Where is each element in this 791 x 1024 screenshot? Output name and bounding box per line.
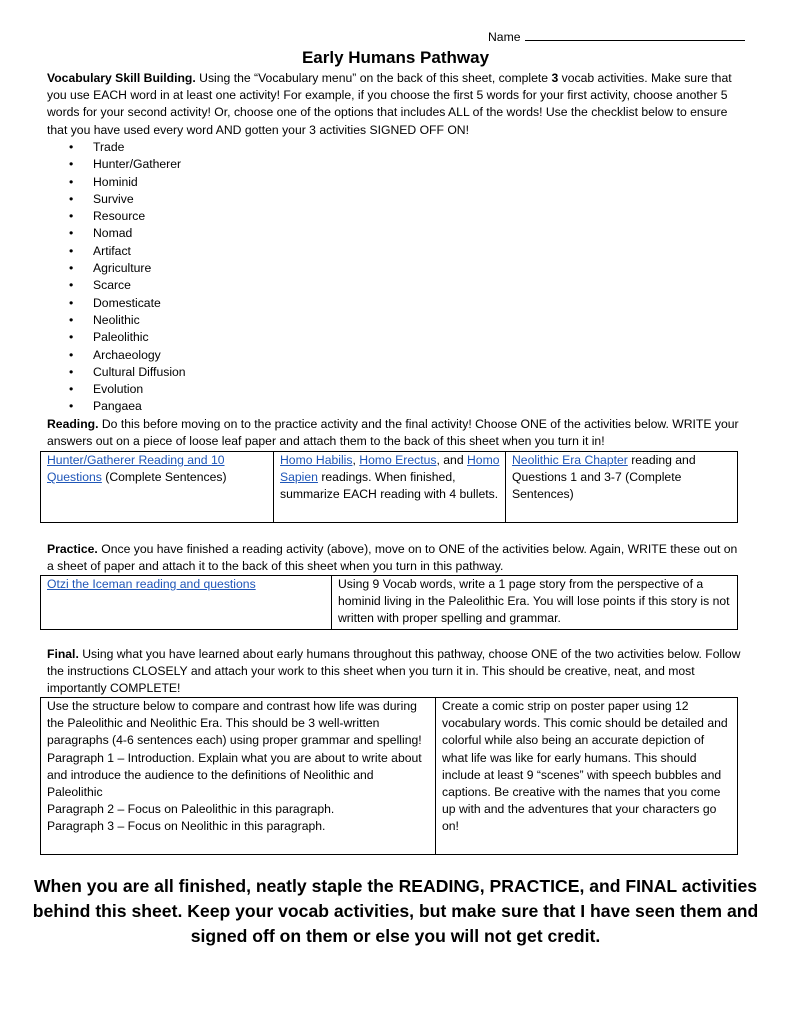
vocabulary-instructions [47, 70, 747, 139]
final-option-1-paragraph-2: Paragraph 2 – Focus on Paleolithic in this paragraph. [47, 802, 335, 817]
reading-options-table [40, 451, 738, 523]
reading-option-3-text: reading and Questions 1 and 3-7 (Complete Sentences) [512, 453, 696, 502]
otzi-iceman-link[interactable]: Otzi the Iceman reading and questions [47, 577, 256, 591]
vocab-item: • Pangaea [66, 398, 186, 415]
reading-option-2-text: readings. When finished, summarize EACH reading with 4 bullets. [280, 470, 499, 502]
practice-heading: Practice. [47, 542, 98, 556]
neolithic-era-chapter-link[interactable]: Neolithic Era Chapter [512, 453, 628, 467]
practice-options-table [40, 575, 738, 630]
vocab-item: • Nomad [66, 225, 186, 242]
practice-text: Once you have finished a reading activity (above), move on to ONE of the activities below. Again, WRITE these out on a sheet of paper and attach it to the back of this sheet when you turn in this pathway. [47, 542, 738, 574]
final-instructions [47, 646, 747, 698]
hunter-gatherer-reading-link[interactable]: Hunter/Gatherer Reading and 10 Questions [47, 453, 225, 485]
closing-instructions: When you are all finished, neatly staple the READING, PRACTICE, and FINAL activities behind this sheet. Keep your vocab activities, but make sure that I have seen them and signed off on them or else you will not get credit. [32, 876, 759, 946]
name-field[interactable] [488, 28, 745, 46]
vocab-item: • Resource [66, 208, 186, 225]
vocab-item: • Paleolithic [66, 329, 186, 346]
reading-option-1 [41, 452, 274, 523]
final-option-2: Create a comic strip on poster paper using 12 vocabulary words. This comic should be detailed and colorful while also being an accurate depiction of what life was like for early humans. This should include at least 9 “scenes” with speech bubbles and captions. Be creative with the names that you come up with and the adventures that your characters go on! [436, 698, 738, 855]
final-options-table [40, 697, 738, 855]
vocab-item: • Survive [66, 191, 186, 208]
table-row [41, 452, 738, 523]
vocabulary-checklist [66, 139, 186, 416]
reading-option-2 [274, 452, 506, 523]
homo-habilis-link[interactable]: Homo Habilis [280, 453, 353, 467]
vocabulary-count: 3 [551, 71, 559, 85]
final-option-1-paragraph-1: Paragraph 1 – Introduction. Explain what you are about to write about and introduce the audience to the definitions of Neolithic and Paleolithic [47, 750, 422, 800]
practice-option-1 [41, 576, 332, 630]
reading-option-3 [506, 452, 738, 523]
page-title: Early Humans Pathway [301, 48, 490, 67]
separator-text: , [352, 453, 360, 467]
table-row [41, 576, 738, 630]
practice-instructions [47, 541, 747, 575]
vocab-item: • Artifact [66, 243, 186, 260]
table-row [41, 698, 738, 855]
final-option-1 [41, 698, 436, 855]
name-blank-line[interactable] [525, 28, 745, 41]
final-option-1-paragraph-3: Paragraph 3 – Focus on Neolithic in this paragraph. [47, 819, 326, 834]
vocabulary-text-2: vocab activities. Make sure that you use EACH word in at least one activity! For example, if you choose the first 5 words for your first activity, choose another 5 words for your second activity! Or, choose one of the options that includes ALL of the words! Use the checklist below to ensure that you have used every word AND gotten your 3 activities SIGNED OFF ON! [47, 71, 732, 137]
homo-sapien-link[interactable]: Homo Sapien [280, 453, 500, 485]
reading-heading: Reading. [47, 417, 99, 431]
vocab-item: • Hominid [66, 174, 186, 191]
vocabulary-heading: Vocabulary Skill Building. [47, 71, 196, 85]
final-text: Using what you have learned about early humans throughout this pathway, choose ONE of the two activities below. Follow the instructions CLOSELY and attach your work to this sheet when you turn it in. This should be creative, neat, and most importantly COMPLETE! [47, 647, 741, 696]
vocab-item: • Domesticate [66, 295, 186, 312]
vocab-item: • Neolithic [66, 312, 186, 329]
final-option-1-intro: Use the structure below to compare and contrast how life was during the Paleolithic and Neolithic Era. This should be 3 well-written paragraphs (4-6 sentences each) using proper grammar and spelling! [47, 699, 422, 748]
vocab-item: • Archaeology [66, 347, 186, 364]
homo-erectus-link[interactable]: Homo Erectus [359, 453, 437, 467]
vocab-item: • Agriculture [66, 260, 186, 277]
final-heading: Final. [47, 647, 79, 661]
vocab-item: • Trade [66, 139, 186, 156]
vocab-item: • Cultural Diffusion [66, 364, 186, 381]
vocab-item: • Evolution [66, 381, 186, 398]
vocab-item: • Hunter/Gatherer [66, 156, 186, 173]
practice-option-2: Using 9 Vocab words, write a 1 page story from the perspective of a hominid living in the Paleolithic Era. You will lose points if this story is not written with proper spelling and grammar. [332, 576, 738, 630]
name-label: Name [488, 30, 521, 44]
reading-option-1-text: (Complete Sentences) [101, 470, 227, 485]
reading-text: Do this before moving on to the practice activity and the final activity! Choose ONE of the activities below. WRITE your answers out on a piece of loose leaf paper and attach them to the back of this sheet when you turn it in! [47, 417, 739, 449]
vocab-item: • Scarce [66, 277, 186, 294]
vocabulary-text-1: Using the “Vocabulary menu” on the back of this sheet, complete [195, 71, 552, 85]
reading-instructions [47, 416, 747, 450]
separator-text: , and [436, 453, 467, 467]
